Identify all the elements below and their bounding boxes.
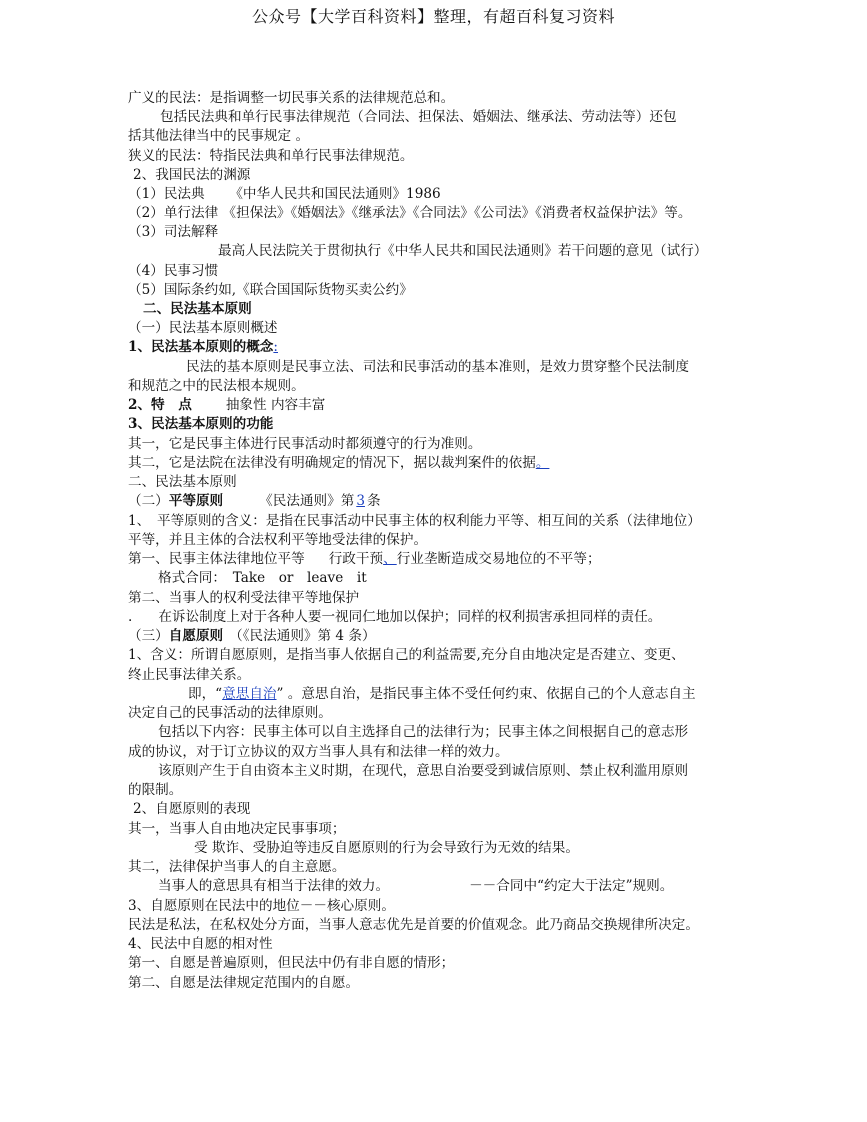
- bold-heading: 1、民法基本原则的概念: [128, 339, 274, 355]
- text-line: 3、自愿原则在民法中的地位－－核心原则。: [128, 898, 395, 914]
- text-span: 第一、民事主体法律地位平等: [128, 551, 305, 567]
- text-line: （1）民法典 《中华人民共和国民法通则》1986: [128, 186, 441, 202]
- text-line: [128, 608, 661, 627]
- text-line: （4）民事习惯: [128, 263, 219, 279]
- hyperlink[interactable]: 。: [535, 455, 550, 471]
- text-line: 括其他法律当中的民事规定 。: [128, 128, 310, 144]
- text-line: 该原则产生于自由资本主义时期，在现代，意思自治要受到诚信原则、禁止权利滥用原则: [158, 763, 689, 779]
- text-span: －－合同中“约定大于法定”规则。: [469, 878, 674, 894]
- text-line: 成的协议，对于订立协议的双方当事人具有和法律一样的效力。: [128, 744, 509, 760]
- text-span: 《民法通则》第: [259, 493, 355, 509]
- text-line: 广义的民法：是指调整一切民事关系的法律规范总和。: [128, 90, 455, 106]
- page-header: 公众号【大学百科资料】整理，有超百科复习资料: [251, 7, 615, 26]
- text-span: 其二，它是法院在法律没有明确规定的情况下，据以裁判案件的依据: [128, 455, 536, 471]
- text-line: [128, 454, 549, 473]
- text-line: 受 欺诈、受胁迫等违反自愿原则的行为会导致行为无效的结果。: [194, 840, 579, 856]
- text-span: 即，“: [188, 686, 223, 702]
- text-line: 民法是私法，在私权处分方面，当事人意志优先是首要的价值观念。此乃商品交换规律所决定。: [128, 917, 699, 933]
- text-line: [128, 550, 601, 569]
- text-line: （5）国际条约如,《联合国国际货物买卖公约》: [128, 282, 413, 298]
- text-line: 民法的基本原则是民事立法、司法和民事活动的基本准则，是效力贯穿整个民法制度: [186, 359, 689, 375]
- text-line: （一）民法基本原则概述: [128, 320, 278, 336]
- hyperlink[interactable]: :: [273, 339, 278, 355]
- text-line: 最高人民法院关于贯彻执行《中华人民共和国民法通则》若干问题的意见（试行）: [218, 243, 708, 259]
- text-line: 狭义的民法：特指民法典和单行民事法律规范。: [128, 148, 414, 164]
- text-line: 终止民事法律关系。: [128, 667, 251, 683]
- text-line: 包括以下内容：民事主体可以自主选择自己的法律行为；民事主体之间根据自己的意志形: [158, 724, 689, 740]
- section-heading: 二、民法基本原则: [143, 301, 252, 317]
- text-line: （2）单行法律 《担保法》《婚姻法》《继承法》《合同法》《公司法》《消费者权益保护法》等。: [128, 205, 692, 221]
- text-span: 在诉讼制度上对于各种人要一视同仁地加以保护；同样的权利损害承担同样的责任。: [158, 609, 662, 625]
- bold-heading: 平等原则: [168, 493, 224, 509]
- text-span: （二）: [128, 493, 169, 509]
- text-line: （3）司法解释: [128, 224, 219, 240]
- text-span: .: [128, 609, 133, 625]
- text-span: 行业垄断造成交易地位的不平等；: [396, 551, 601, 567]
- text-line: 包括民法典和单行民事法律规范（合同法、担保法、婚姻法、继承法、劳动法等）还包: [160, 109, 677, 125]
- text-line: 格式合同： Take or leave it: [158, 570, 367, 586]
- text-line: 1、含义：所谓自愿原则，是指当事人依据自己的利益需要,充分自由地决定是否建立、变更、: [128, 647, 685, 663]
- bold-heading: 自愿原则: [168, 628, 224, 644]
- text-line: 决定自己的民事活动的法律原则。: [128, 705, 332, 721]
- text-line: 4、民法中自愿的相对性: [128, 936, 273, 952]
- text-span: ” 。意思自治，是指民事主体不受任何约束、依据自己的个人意志自主: [276, 686, 696, 702]
- text-line: 的限制。: [128, 782, 183, 798]
- text-span: 当事人的意思具有相当于法律的效力。: [158, 878, 390, 894]
- text-line: [128, 492, 381, 511]
- text-line: 第二、自愿是法律规定范围内的自愿。: [128, 975, 360, 991]
- text-line: 二、民法基本原则: [128, 474, 237, 490]
- hyperlink[interactable]: 3: [356, 493, 365, 509]
- text-line: 2、我国民法的渊源: [133, 167, 251, 183]
- text-line: [128, 627, 376, 646]
- text-line: 平等，并且主体的合法权利平等地受法律的保护。: [128, 532, 428, 548]
- text-span: 条: [366, 493, 381, 509]
- text-span: 行政干预: [328, 551, 384, 567]
- text-span: 抽象性 内容丰富: [225, 397, 326, 413]
- text-line: [128, 338, 278, 357]
- text-line: [158, 877, 673, 896]
- text-span: （三）: [128, 628, 169, 644]
- bold-heading: 3、民法基本原则的功能: [128, 416, 274, 432]
- text-line: 其二，法律保护当事人的自主意愿。: [128, 859, 346, 875]
- text-line: 其一，当事人自由地决定民事事项；: [128, 821, 346, 837]
- text-line: 第二、当事人的权利受法律平等地保护: [128, 590, 360, 606]
- text-line: 第一、自愿是普遍原则，但民法中仍有非自愿的情形；: [128, 955, 455, 971]
- text-line: 其一，它是民事主体进行民事活动时都须遵守的行为准则。: [128, 436, 482, 452]
- text-span: （《民法通则》第 4 条）: [229, 628, 376, 644]
- bold-heading: 2、特 点: [128, 397, 192, 413]
- text-line: [188, 685, 696, 704]
- hyperlink[interactable]: 、: [383, 551, 397, 567]
- text-line: 2、自愿原则的表现: [133, 801, 251, 817]
- hyperlink[interactable]: 意思自治: [222, 686, 277, 702]
- text-line: 1、 平等原则的含义：是指在民事活动中民事主体的权利能力平等、相互间的关系（法律地位）: [128, 513, 701, 529]
- text-line: [128, 396, 325, 415]
- text-line: 和规范之中的民法根本规则。: [128, 378, 305, 394]
